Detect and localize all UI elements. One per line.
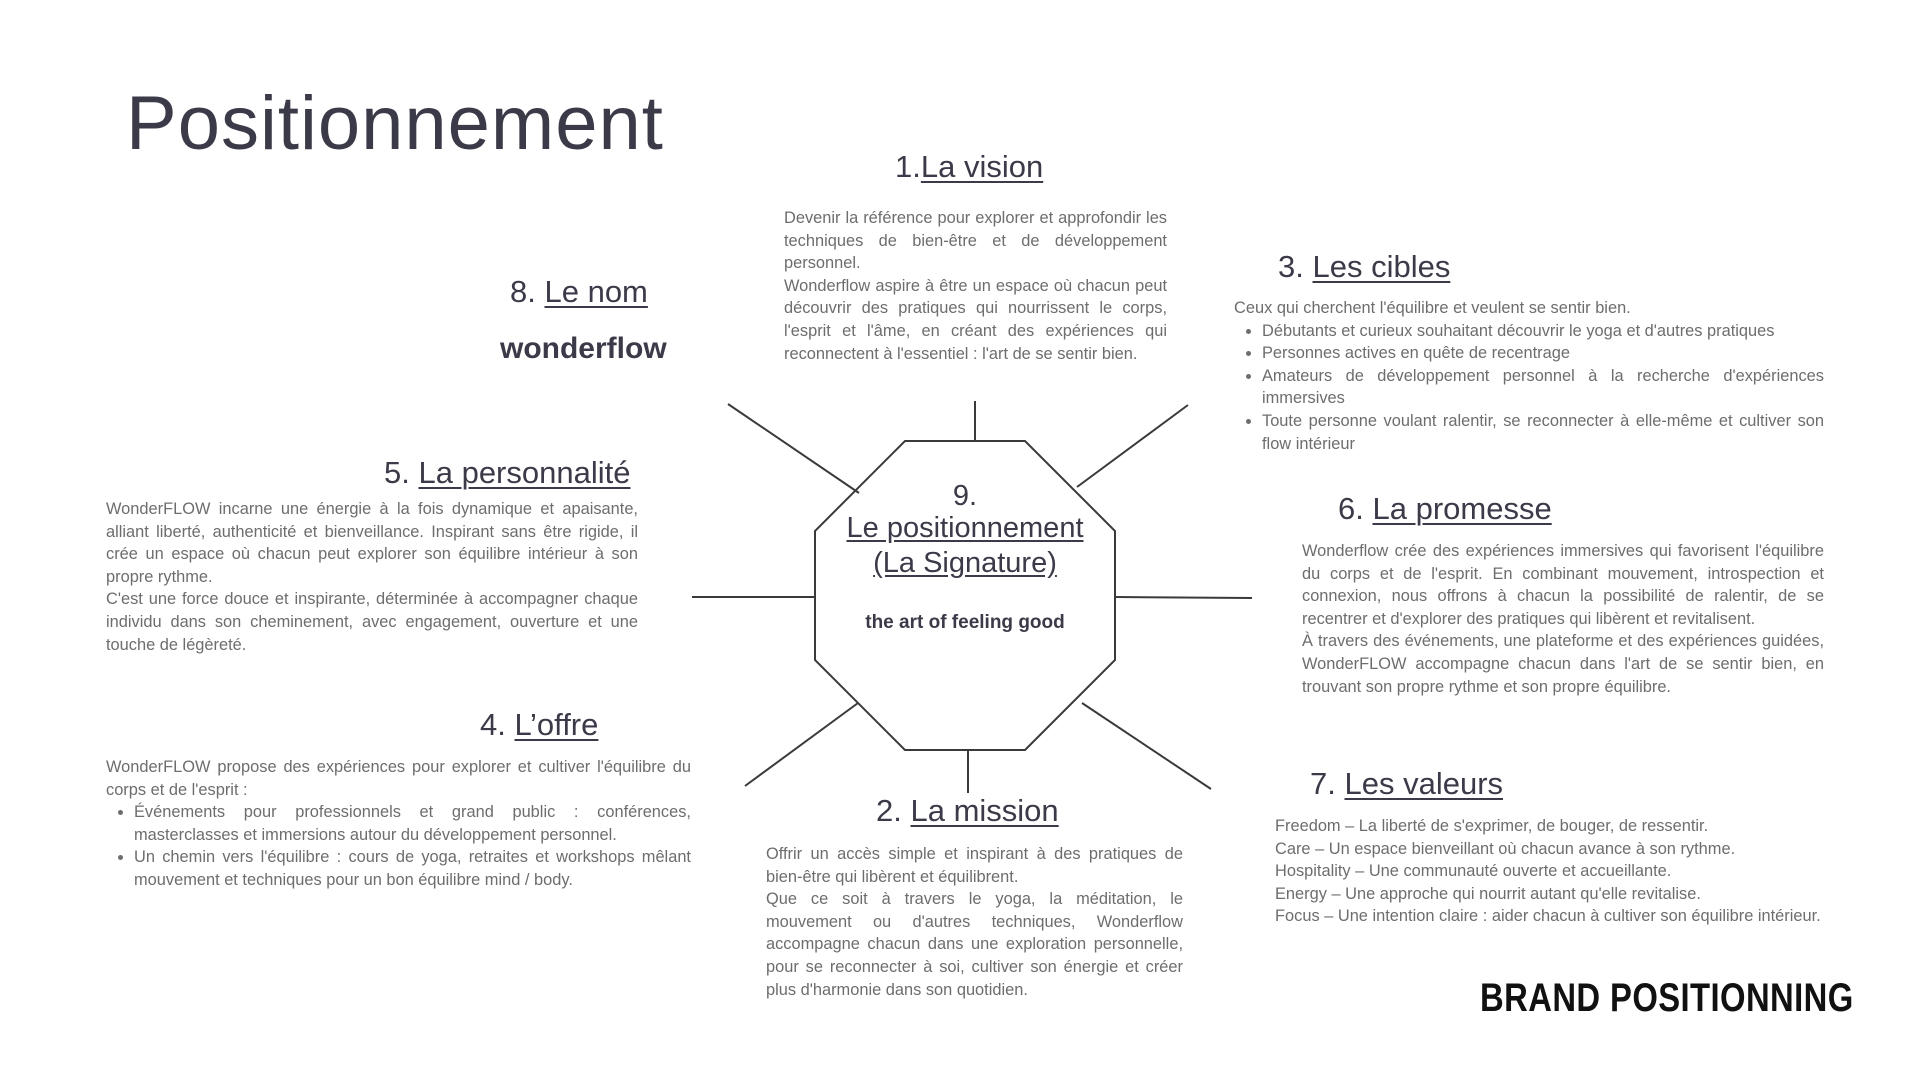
mission-title	[876, 792, 1059, 829]
vision-text	[784, 207, 1167, 365]
offre-heading: L’offre	[514, 707, 599, 742]
list-item: • Débutants et curieux souhaitant découvrir le yoga et d'autres pratiques	[1262, 320, 1824, 343]
personnalite-paragraph: C'est une force douce et inspirante, déterminée à accompagner chaque individu dans son cheminement, avec engagement, ouverture et une touche de légèreté.	[106, 590, 638, 654]
vision-title	[895, 148, 1043, 185]
list-item: • Événements pour professionnels et grand public : conférences, masterclasses et immersions autour du développement personnel.	[134, 801, 691, 846]
personnalite-number: 5.	[384, 455, 410, 490]
nom-title	[510, 273, 648, 310]
cibles-text	[1234, 297, 1824, 455]
spoke-offre	[745, 703, 858, 786]
spoke-promesse	[1115, 597, 1252, 598]
valeurs-item: Energy – Une approche qui nourrit autant qu'elle revitalise.	[1275, 884, 1701, 903]
page-title: Positionnement	[126, 81, 664, 166]
promesse-text	[1302, 540, 1824, 698]
promesse-title	[1338, 490, 1552, 527]
vision-heading: La vision	[920, 149, 1044, 184]
valeurs-text	[1275, 815, 1835, 928]
promesse-number: 6.	[1338, 491, 1364, 526]
promesse-heading: La promesse	[1372, 491, 1552, 526]
positionnement-heading-line2: (La Signature)	[873, 546, 1057, 579]
valeurs-item: Freedom – La liberté de s'exprimer, de bouger, de ressentir.	[1275, 817, 1709, 835]
cibles-number: 3.	[1278, 249, 1304, 284]
valeurs-title	[1310, 765, 1503, 802]
mission-number: 2.	[876, 793, 902, 828]
mission-paragraph: Que ce soit à travers le yoga, la méditation, le mouvement ou d'autres techniques, Wonderflow accompagne chacun dans une exploration personnelle, pour se reconnecter à soi, cultiver son énergie et créer plus d'harmonie dans son quotidien.	[766, 890, 1183, 999]
mission-text	[766, 843, 1183, 1001]
mission-heading: La mission	[910, 793, 1059, 828]
vision-paragraph: Wonderflow aspire à être un espace où chacun peut découvrir des pratiques qui nourrissent le corps, l'esprit et l'âme, en créant des expériences qui reconnectent à l'essentiel : l'art de se sentir bien.	[784, 276, 1167, 363]
valeurs-heading: Les valeurs	[1344, 766, 1504, 801]
promesse-paragraph: À travers des événements, une plateforme et des expériences guidées, WonderFLOW accompagne chacun dans l'art de se sentir bien, en trouvant son propre rythme et son propre équilibre.	[1302, 632, 1824, 696]
personnalite-title	[384, 454, 630, 491]
brand-positioning-label: BRAND POSITIONNING	[1480, 976, 1854, 1020]
vision-number: 1.	[895, 149, 921, 184]
cibles-intro: Ceux qui cherchent l'équilibre et veulent se sentir bien.	[1234, 299, 1631, 317]
nom-number: 8.	[510, 274, 536, 309]
list-item: • Toute personne voulant ralentir, se reconnecter à elle-même et cultiver son flow intérieur	[1262, 410, 1824, 455]
personnalite-text	[106, 498, 638, 656]
mission-paragraph: Offrir un accès simple et inspirant à des pratiques de bien-être qui libèrent et équilibrent.	[766, 845, 1183, 886]
cibles-list	[1234, 320, 1824, 456]
personnalite-paragraph: WonderFLOW incarne une énergie à la fois dynamique et apaisante, alliant liberté, authenticité et bienveillance. Inspirant sans être rigide, il crée un espace où chacun peut explorer son équilibre intérieur à son propre rythme.	[106, 500, 638, 586]
cibles-heading: Les cibles	[1312, 249, 1451, 284]
offre-list	[106, 801, 691, 891]
positionnement-number: 9.	[952, 480, 978, 512]
section-positionnement	[835, 480, 1095, 634]
valeurs-item: Hospitality – Une communauté ouverte et accueillante.	[1275, 862, 1672, 881]
offre-intro: WonderFLOW propose des expériences pour explorer et cultiver l'équilibre du corps et de l'esprit :	[106, 758, 691, 799]
offre-text	[106, 756, 691, 892]
valeurs-item: Care – Un espace bienveillant où chacun avance à son rythme.	[1275, 839, 1736, 858]
list-item: • Un chemin vers l'équilibre : cours de yoga, retraites et workshops mêlant mouvement et techniques pour un bon équilibre mind / body.	[134, 846, 691, 891]
list-item: • Personnes actives en quête de recentrage	[1262, 342, 1824, 365]
positionnement-heading-line1: Le positionnement	[846, 512, 1084, 544]
nom-value: wonderflow	[500, 332, 667, 365]
list-item: • Amateurs de développement personnel à la recherche d'expériences immersives	[1262, 365, 1824, 410]
valeurs-item: Focus – Une intention claire : aider chacun à cultiver son équilibre intérieur.	[1275, 907, 1821, 926]
valeurs-number: 7.	[1310, 766, 1336, 801]
cibles-title	[1278, 248, 1450, 285]
nom-heading: Le nom	[544, 274, 648, 309]
offre-title	[480, 706, 598, 743]
positionnement-tagline: the art of feeling good	[865, 611, 1065, 633]
spoke-cibles	[1077, 405, 1188, 487]
spoke-valeurs	[1082, 703, 1211, 789]
personnalite-heading: La personnalité	[418, 455, 631, 490]
promesse-paragraph: Wonderflow crée des expériences immersives qui favorisent l'équilibre du corps et de l'esprit. En combinant mouvement, introspection et connexion, nous offrons à chacun la possibilité de ralentir, de se recentrer et d'explorer des pratiques qui libèrent et revitalisent.	[1302, 542, 1824, 628]
vision-paragraph: Devenir la référence pour explorer et approfondir les techniques de bien-être et de développement personnel.	[784, 209, 1167, 273]
offre-number: 4.	[480, 707, 506, 742]
